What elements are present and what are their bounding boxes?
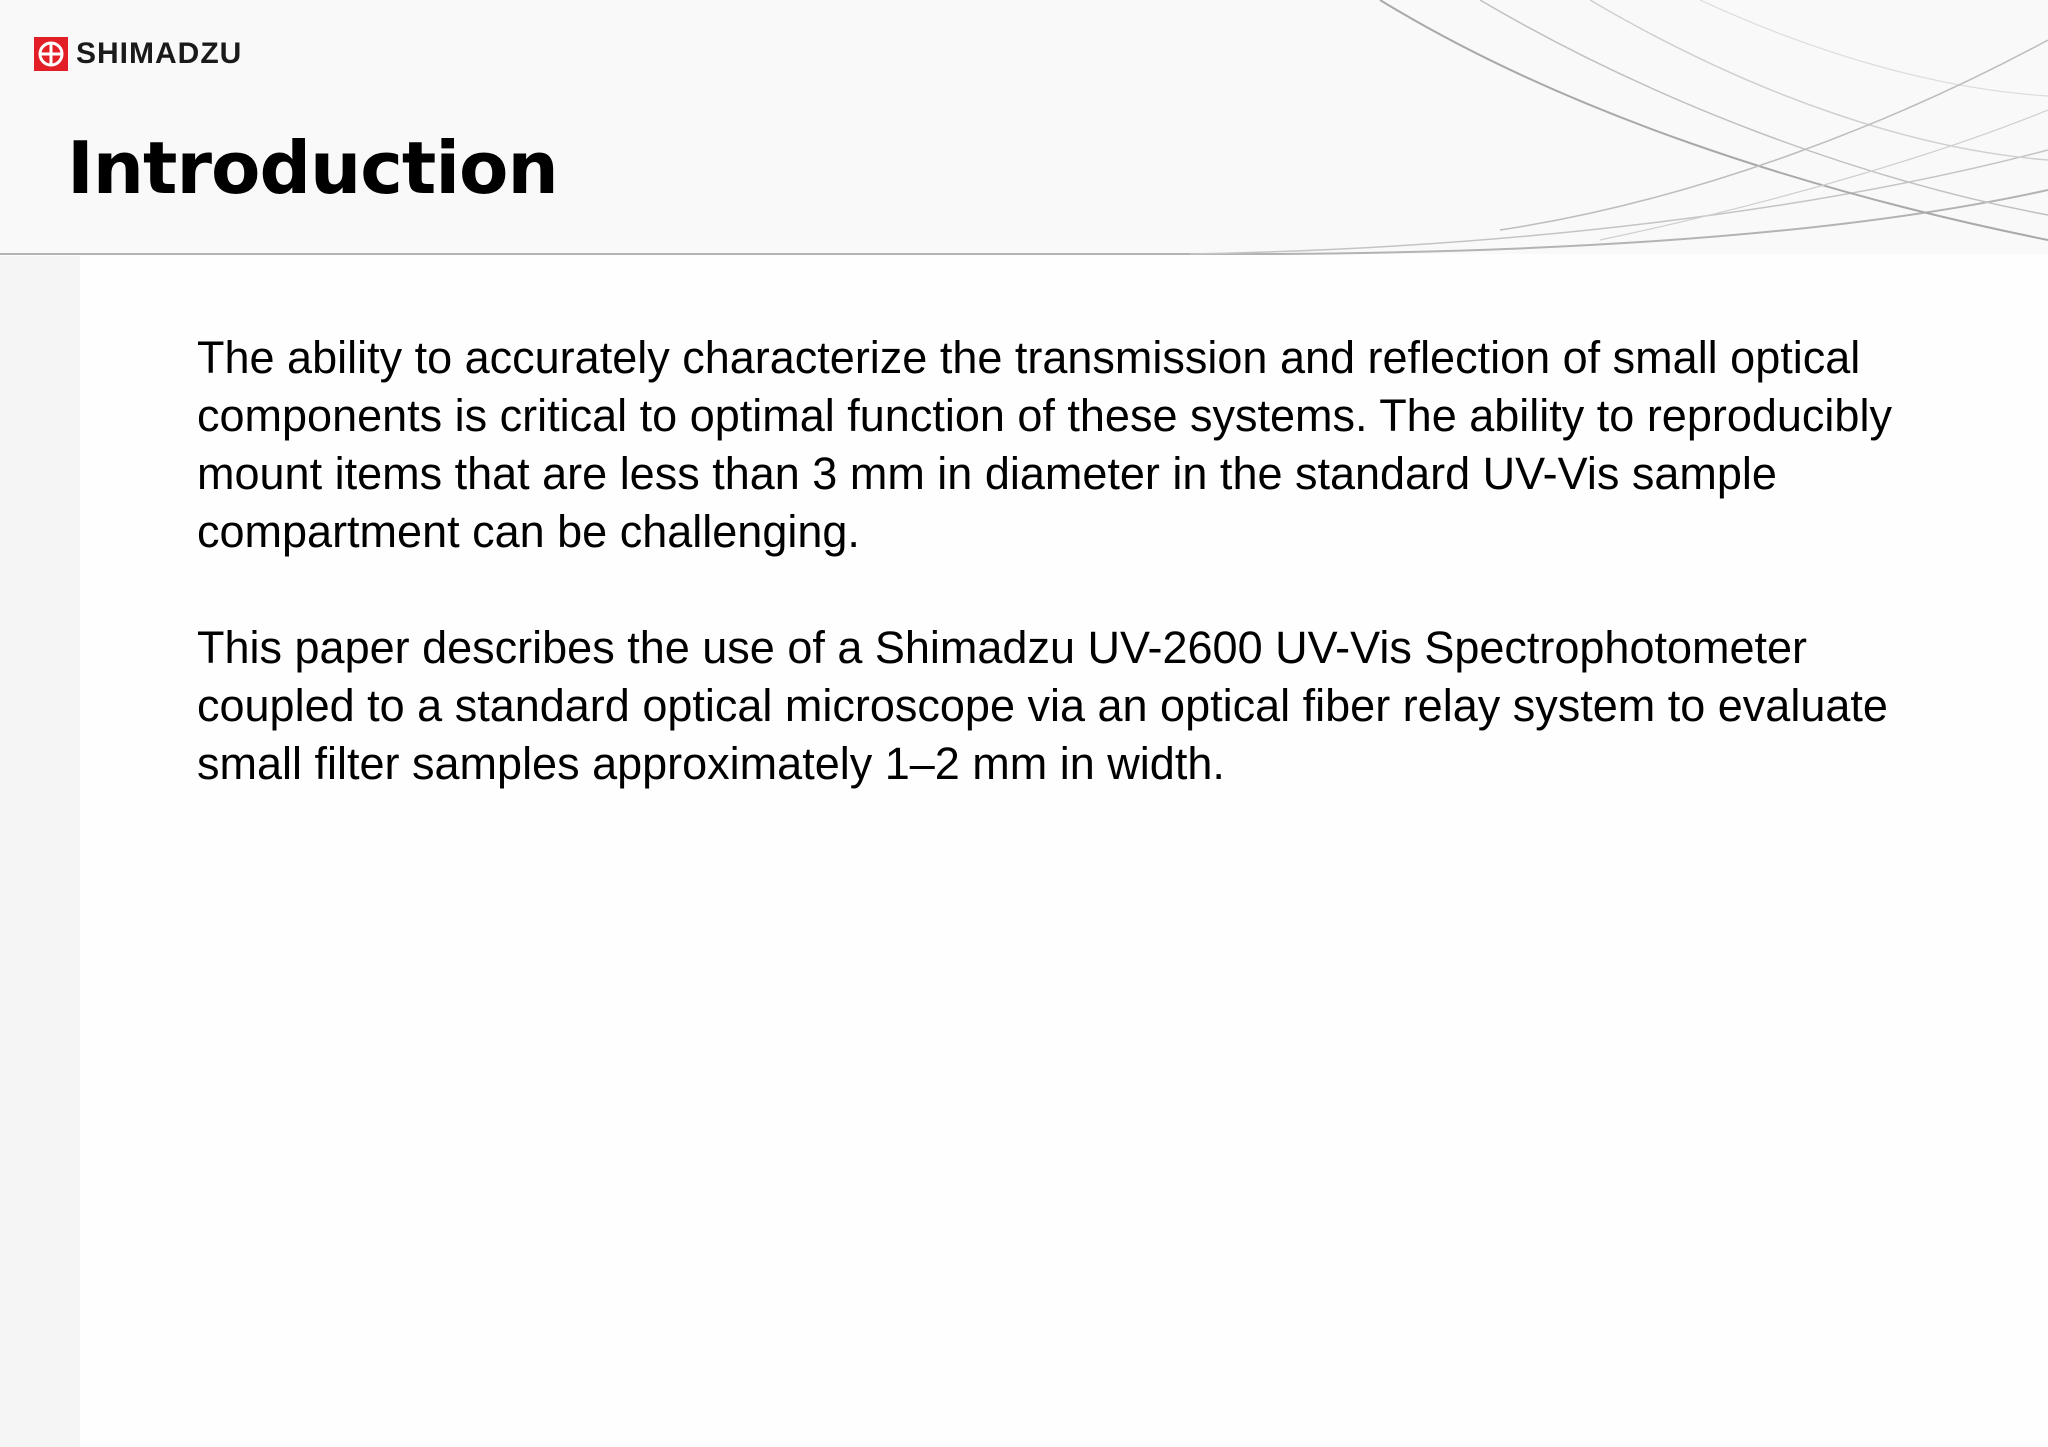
- logo-wordmark: SHIMADZU: [76, 37, 243, 70]
- left-margin-strip: [0, 256, 80, 1447]
- shimadzu-logo-mark-icon: [34, 37, 68, 71]
- body-text: [197, 329, 1897, 793]
- page-title: Introduction: [67, 126, 558, 210]
- shimadzu-logo: [34, 37, 242, 71]
- paragraph-description: This paper describes the use of a Shimadzu UV-2600 UV-Vis Spectrophotometer coupled to a standard optical microscope via an optical fiber relay system to evaluate small filter samples approximately 1–2 mm in width.: [197, 622, 1888, 789]
- paragraph-intro: The ability to accurately characterize the transmission and reflection of small optical components is critical to optimal function of these systems. The ability to reproducibly mount items that are less than 3 mm in diameter in the standard UV-Vis sample compartment can be challenging.: [197, 332, 1892, 557]
